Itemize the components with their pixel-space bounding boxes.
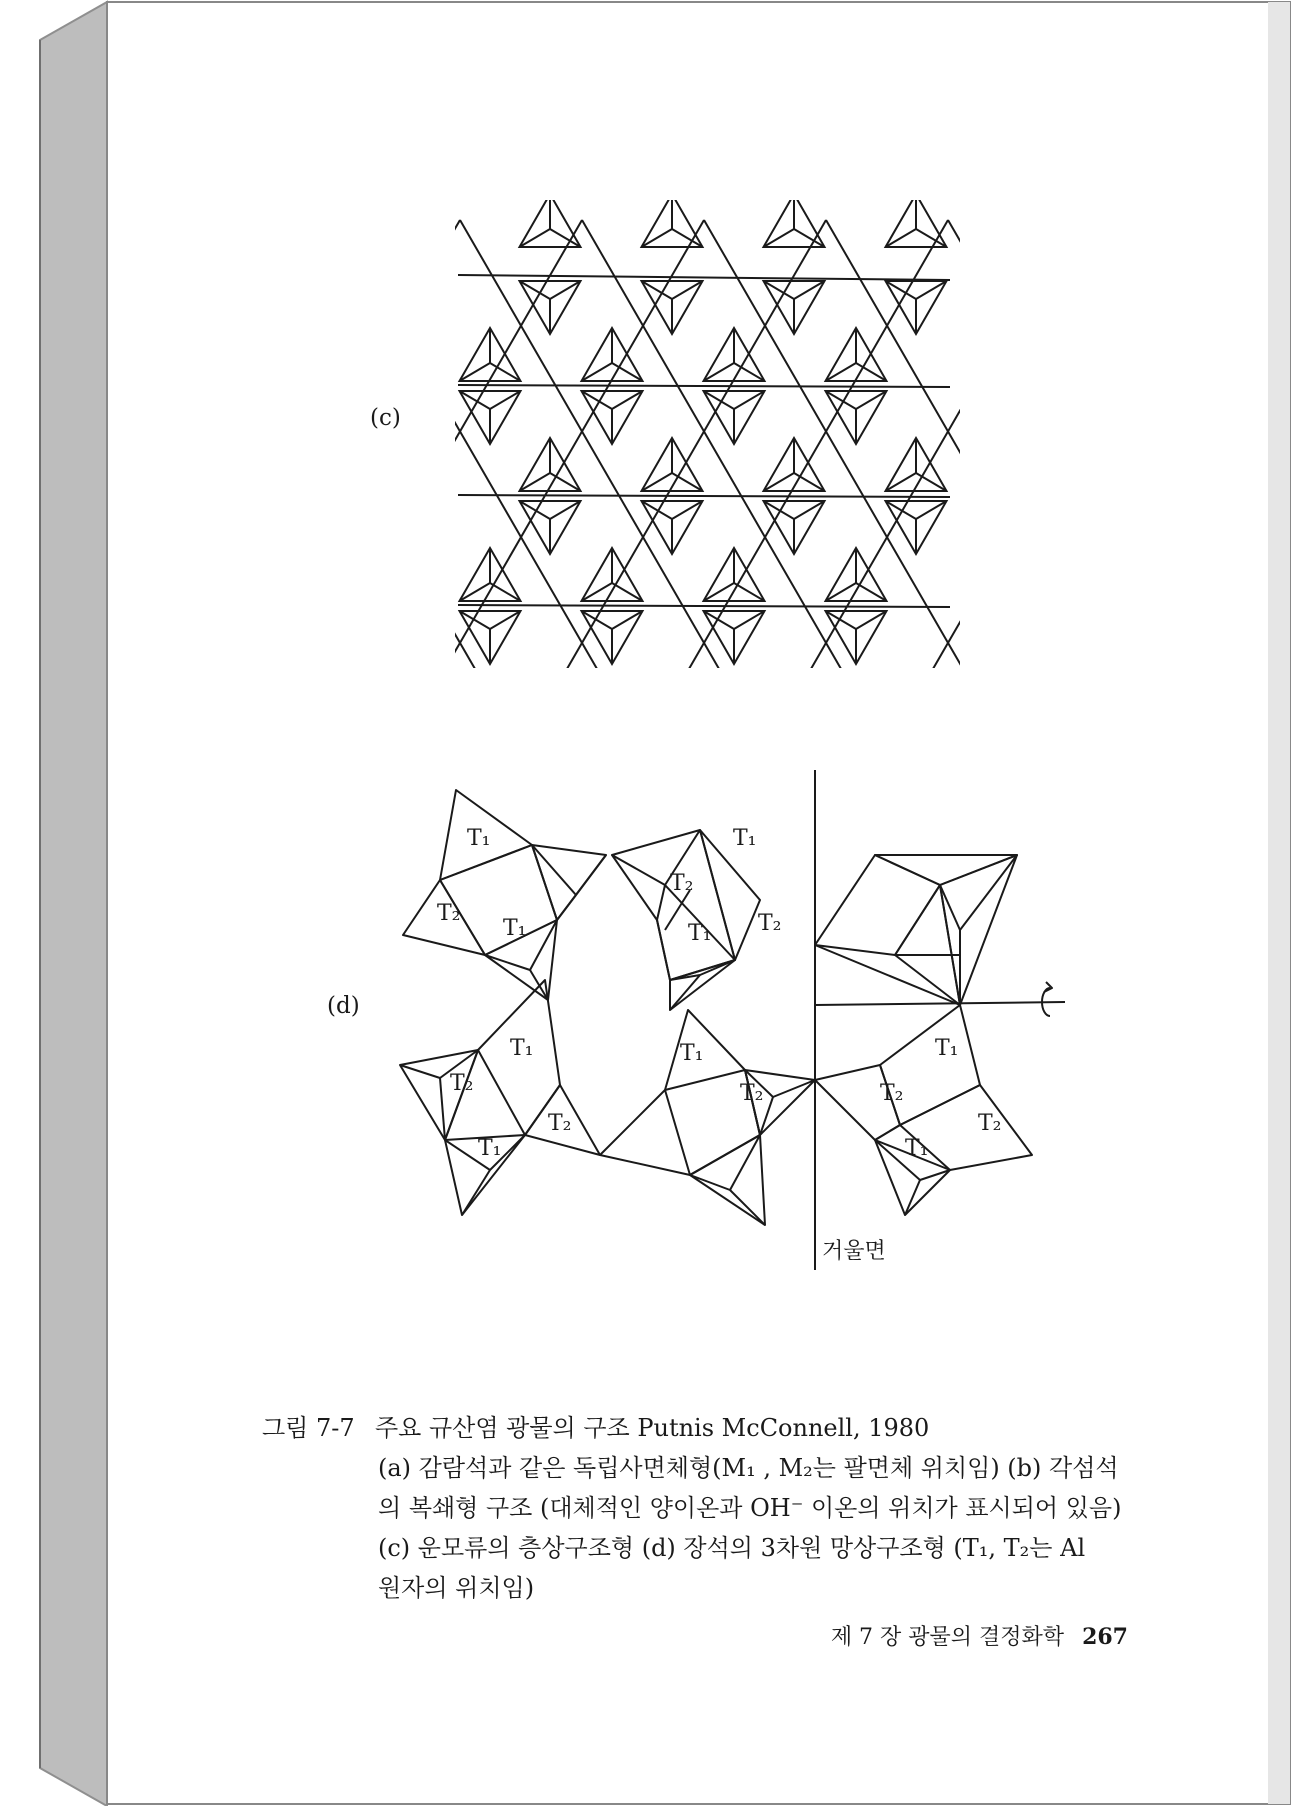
caption-line-3: 의 복쇄형 구조 (대체적인 양이온과 OH⁻ 이온의 위치가 표시되어 있음) — [378, 1494, 1122, 1522]
network-line — [0, 220, 216, 690]
page-footer — [831, 1620, 1128, 1651]
sheet-line — [458, 385, 950, 387]
page-number: 267 — [1082, 1624, 1128, 1650]
sheet-line — [458, 605, 950, 607]
tetrahedron-site-label: T₂ — [670, 871, 694, 896]
tetrahedron-site-label: T₂ — [450, 1071, 474, 1096]
figure-c-label: (c) — [370, 405, 401, 431]
figure-d-label: (d) — [327, 993, 360, 1019]
network-line — [921, 220, 1192, 690]
tetrahedron — [875, 855, 1017, 885]
tetrahedron-site-label: T₁ — [478, 1136, 502, 1161]
network-line — [216, 220, 487, 690]
network-line — [94, 220, 365, 690]
tetrahedron — [642, 438, 703, 491]
tetrahedron-site-label: T₁ — [467, 826, 491, 851]
caption-line-4: (c) 운모류의 층상구조형 (d) 장석의 3차원 망상구조형 (T₁, T₂는 Al — [378, 1534, 1086, 1562]
tetrahedron — [704, 548, 765, 601]
tetrahedron-site-label: T₂ — [978, 1111, 1002, 1136]
tetrahedron — [815, 855, 940, 955]
tetrahedron — [880, 1005, 980, 1125]
network-line — [0, 220, 94, 690]
tetrahedron — [895, 885, 960, 1005]
tetrahedron — [582, 328, 643, 381]
tetrahedron — [826, 548, 887, 601]
tetrahedron — [582, 548, 643, 601]
tetrahedron-site-label: T₁ — [905, 1136, 929, 1161]
tetrahedron-site-label: T₂ — [880, 1081, 904, 1106]
rotation-axis-line — [815, 1002, 1065, 1005]
network-line — [0, 220, 243, 690]
tetrahedron — [520, 281, 581, 334]
tetrahedron — [764, 501, 825, 554]
tetrahedron-site-label: T₁ — [733, 826, 757, 851]
mirror-plane-label: 거울면 — [822, 1239, 886, 1264]
sheet-line — [458, 495, 950, 497]
tetrahedron — [670, 960, 735, 1010]
caption-figure-number: 그림 7-7 — [262, 1414, 355, 1442]
caption-line-1: 주요 규산염 광물의 구조 Putnis McConnell, 1980 — [375, 1414, 930, 1442]
tetrahedron-site-label: T₂ — [437, 901, 461, 926]
network-line — [1043, 220, 1306, 690]
tetrahedron — [520, 438, 581, 491]
tetrahedron — [600, 1010, 760, 1175]
tetrahedron — [460, 328, 521, 381]
network-line — [948, 220, 1219, 690]
tetrahedron — [764, 438, 825, 491]
tetrahedron-site-label: T₁ — [680, 1041, 704, 1066]
tetrahedron — [940, 855, 1017, 1005]
tetrahedron — [642, 501, 703, 554]
figure-d-diagram — [0, 760, 1306, 1280]
sheet-line — [458, 275, 950, 280]
tetrahedron — [440, 845, 557, 955]
tetrahedron-site-label: T₂ — [548, 1111, 572, 1136]
figure-caption — [262, 1408, 1162, 1608]
tetrahedron — [886, 281, 947, 334]
tetrahedron-site-label: T₂ — [758, 911, 782, 936]
network-line — [1192, 220, 1306, 690]
tetrahedron — [520, 501, 581, 554]
network-line — [1070, 220, 1306, 690]
tetrahedron — [886, 438, 947, 491]
chapter-title: 제 7 장 광물의 결정화학 — [830, 1625, 1065, 1650]
tetrahedron-site-label: T₁ — [688, 921, 712, 946]
tetrahedron-site-label: T₁ — [510, 1036, 534, 1061]
tetrahedron-site-label: T₁ — [935, 1036, 959, 1061]
network-line — [826, 220, 1097, 690]
tetrahedron — [886, 501, 947, 554]
tetrahedron-site-label: T₁ — [503, 916, 527, 941]
rotation-arrowhead-icon — [1044, 982, 1052, 992]
tetrahedron-site-label: T₂ — [740, 1081, 764, 1106]
tetrahedron — [764, 281, 825, 334]
network-line — [189, 220, 460, 690]
tetrahedron — [642, 281, 703, 334]
tetrahedron — [460, 548, 521, 601]
tetrahedron — [826, 328, 887, 381]
caption-line-5: 원자의 위치임) — [378, 1574, 535, 1602]
tetrahedron — [704, 328, 765, 381]
caption-line-2: (a) 감람석과 같은 독립사면체형(M₁ , M₂는 팔면체 위치임) (b) 각섬석 — [378, 1454, 1119, 1482]
network-line — [67, 220, 338, 690]
